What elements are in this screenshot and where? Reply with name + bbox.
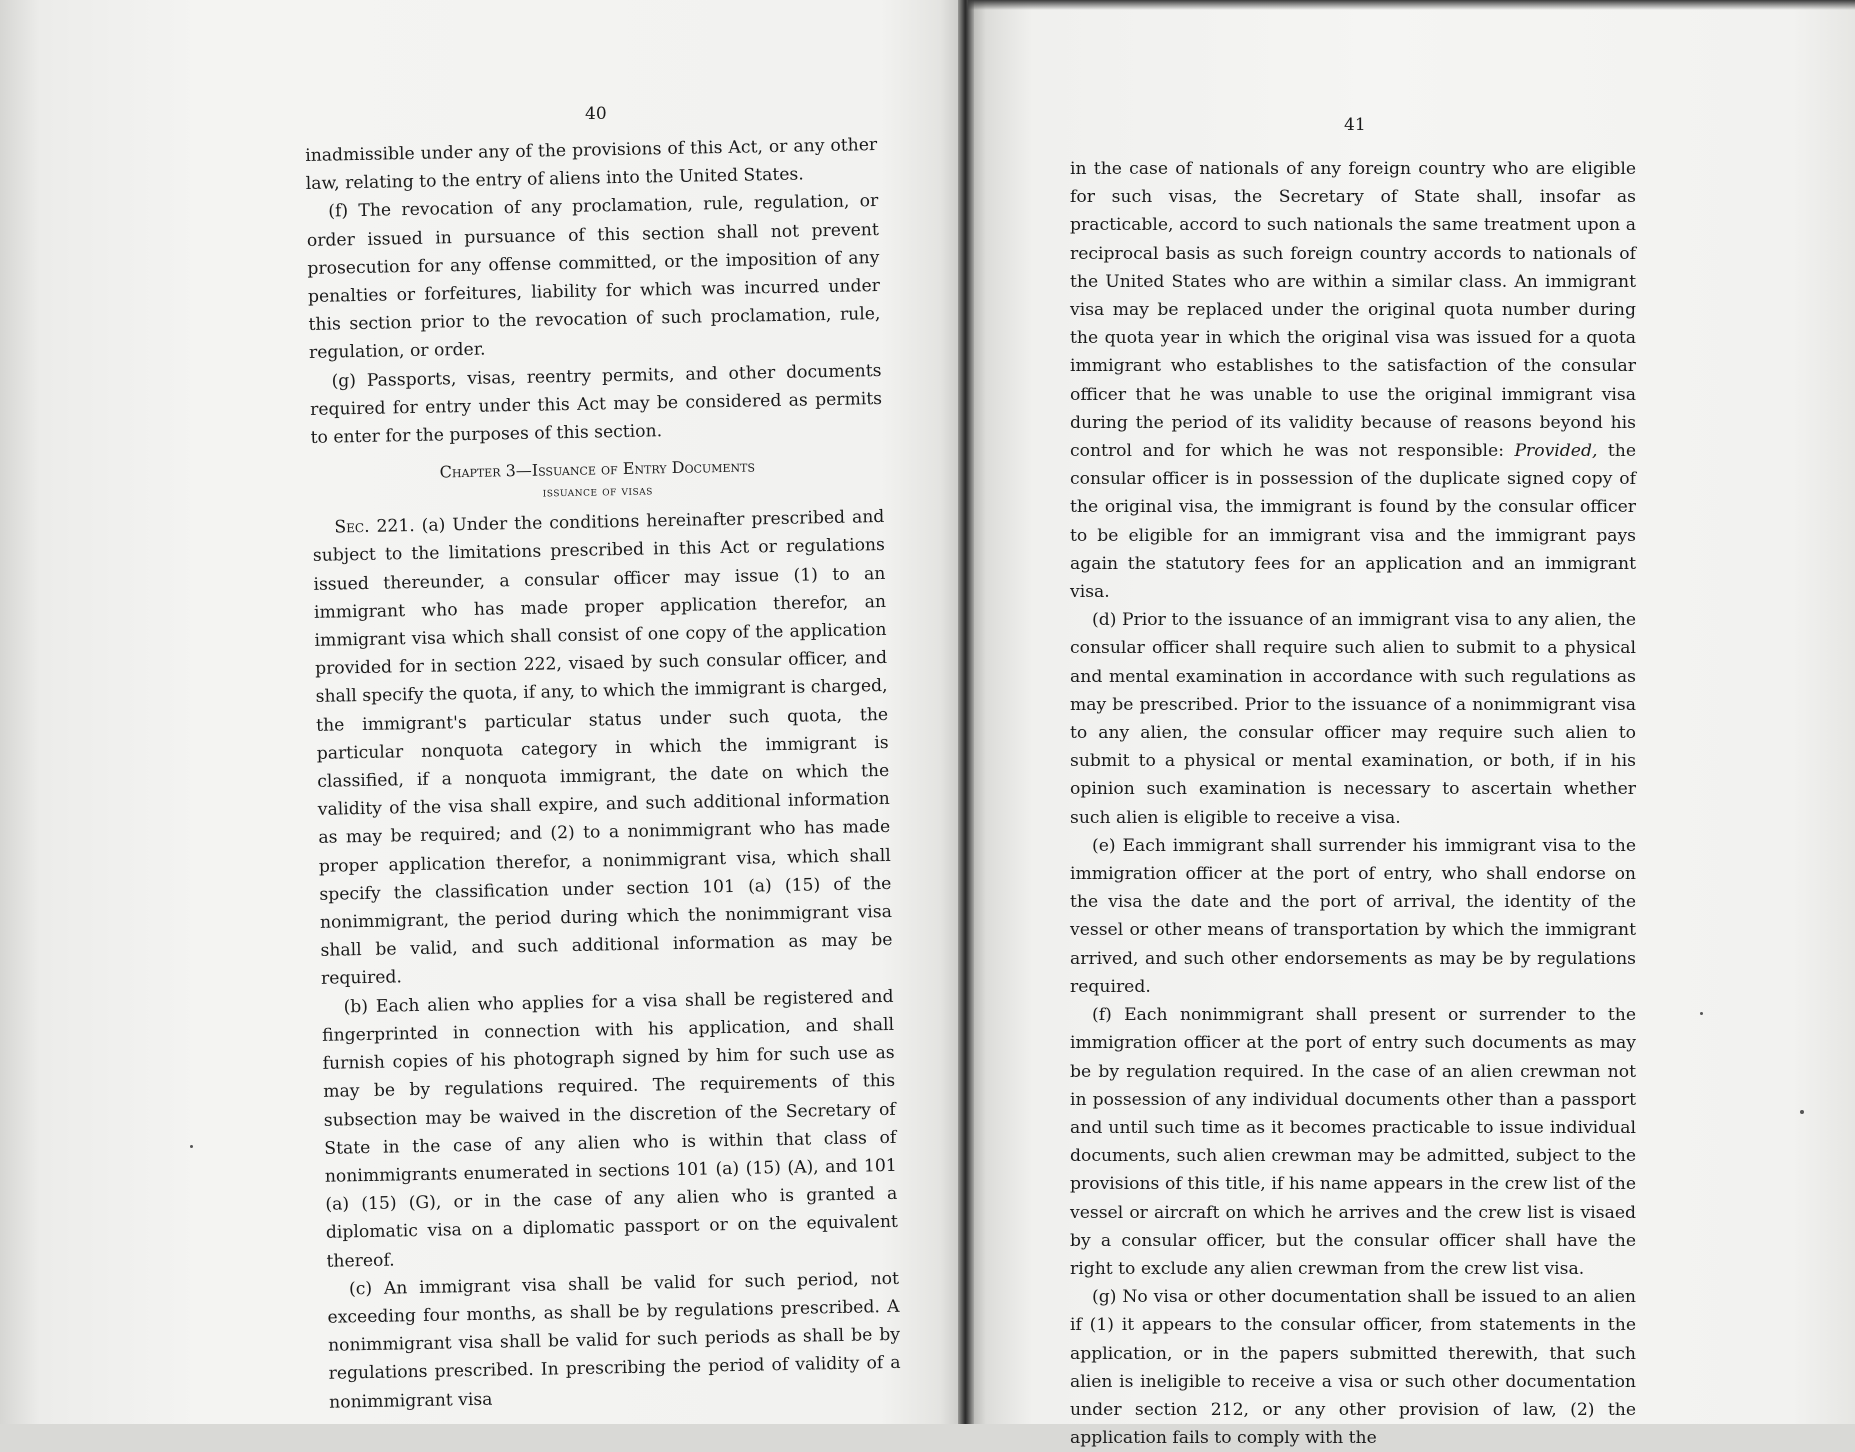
left-page-text [305, 131, 901, 1416]
page-number: 40 [585, 104, 607, 124]
paper-speck [1800, 1110, 1804, 1114]
section-heading: issuance of visas [542, 483, 653, 501]
paper-speck [190, 1145, 193, 1148]
section-paragraph [312, 503, 893, 993]
paragraph: (g) Passports, visas, reentry permits, and other documents required for entry under this Act may be considered as permits to enter for the purposes of this section. [309, 360, 883, 448]
paragraph: (g) No visa or other documentation shall be issued to an alien if (1) it appears to the consular officer, from statements in the application, or in the papers submitted therewith, that such alien is ineligible to receive a visa or such other documentation under section 212, or any other provision of law, (2) the application fails to comply with the [1070, 1287, 1636, 1449]
paragraph-text: in the case of nationals of any foreign country who are eligible for such visas, the Secretary of State shall, insofar as practicable, accord to such nationals the same treatment upon a reciprocal basis as such foreign country accords to nationals of the United States who are within a similar class. An immigrant visa may be replaced under the original quota number during the quota year in which the original visa was issued for a quota immigrant who establishes to the satisfaction of the consular officer that he was unable to use the original immigrant visa during the period of its validity because of reasons beyond his control and for which he was not responsible: [1070, 159, 1636, 462]
paper-speck [1700, 1012, 1703, 1015]
paragraph: (d) Prior to the issuance of an immigrant visa to any alien, the consular officer shall require such alien to submit to a physical and mental examination in accordance with such regulations as may be prescribed. Prior to the issuance of a nonimmigrant visa to any alien, the consular officer may require such alien to submit to a physical or mental examination, or both, if in his opinion such examination is necessary to ascertain whether such alien is eligible to receive a visa. [1070, 610, 1636, 828]
top-shadow [968, 0, 1855, 10]
italic-text: Provided, [1514, 441, 1598, 462]
paragraph: (f) The revocation of any proclamation, rule, regulation, or order issued in pursuance of this section shall not prevent prosecution for any offense committed, or the imposition of any penalties or forfeitures, liability for which was incurred under this section prior to the revocation of such proclamation, rule, regulation, or order. [306, 191, 881, 364]
paragraph: (c) An immigrant visa shall be valid for such period, not exceeding four months, as shall be by regulations prescribed. A nonimmigrant visa shall be valid for such periods as shall be by regulations prescribed. In prescribing the period of validity of a nonimmigrant visa [327, 1268, 901, 1413]
page-number: 41 [1344, 115, 1366, 135]
right-page-text [1070, 155, 1636, 1452]
paragraph: inadmissible under any of the provisions of this Act, or any other law, relating to the entry of aliens into the United States. [305, 135, 878, 195]
paragraph: (f) Each nonimmigrant shall present or surrender to the immigration officer at the port of entry such documents as may be by regulation required. In the case of an alien crewman not in possession of any individual documents other than a passport and until such time as it becomes practicable to issue individual documents, such alien crewman may be admitted, subject to the provisions of this title, if his name appears in the crew list of the vessel or aircraft on which he arrives and the crew list is visaed by a consular officer, but the consular officer shall have the right to exclude any alien crewman from the crew list visa. [1070, 1005, 1636, 1279]
section-label: Sec. [334, 517, 370, 538]
paragraph: (e) Each immigrant shall surrender his immigrant visa to the immigration officer at the port of entry, who shall endorse on the visa the date and the port of arrival, the identity of the vessel or other means of transportation by which the immigrant arrived, and such other endorsements as may be by regulations required. [1070, 835, 1636, 997]
book-gutter [958, 0, 974, 1424]
section-text: 221. (a) Under the conditions hereinafter prescribed and subject to the limitations prescribed in this Act or regulations issued thereunder, a consular officer may issue (1) to an immigrant who has made proper application therefor, an immigrant visa which shall consist of one copy of the application provided for in section 222, visaed by such consular officer, and shall specify the quota, if any, to which the immigrant is charged, the immigrant's particular status under such quota, the particular nonquota category in which the immigrant is classified, if a nonquota immigrant, the date on which the validity of the visa shall expire, and such additional information as may be required; and (2) to a nonimmigrant who has made proper application therefor, a nonimmigrant visa, which shall specify the classification under section 101 (a) (15) of the nonimmigrant, the period during which the nonimmigrant visa shall be valid, and such additional information as may be required. [312, 507, 893, 990]
chapter-heading: Chapter 3—Issuance of Entry Documents [439, 456, 756, 482]
paragraph-text: the consular officer is in possession of the duplicate signed copy of the original visa, the immigrant is found by the consular officer to be eligible for an immigrant visa and the immigrant pays again the statutory fees for an application and an immigrant visa. [1070, 441, 1637, 603]
paragraph: (b) Each alien who applies for a visa shall be registered and fingerprinted in connection with his application, and shall furnish copies of his photograph signed by him for such use as may be by regulations required. The requirements of this subsection may be waived in the discretion of the Secretary of State in the case of any alien who is within that class of nonimmigrants enumerated in sections 101 (a) (15) (A), and 101 (a) (15) (G), or in the case of any alien who is granted a diplomatic visa on a diplomatic passport or on the equivalent thereof. [321, 986, 899, 1272]
paragraph [1070, 155, 1636, 606]
right-page [972, 0, 1855, 1449]
